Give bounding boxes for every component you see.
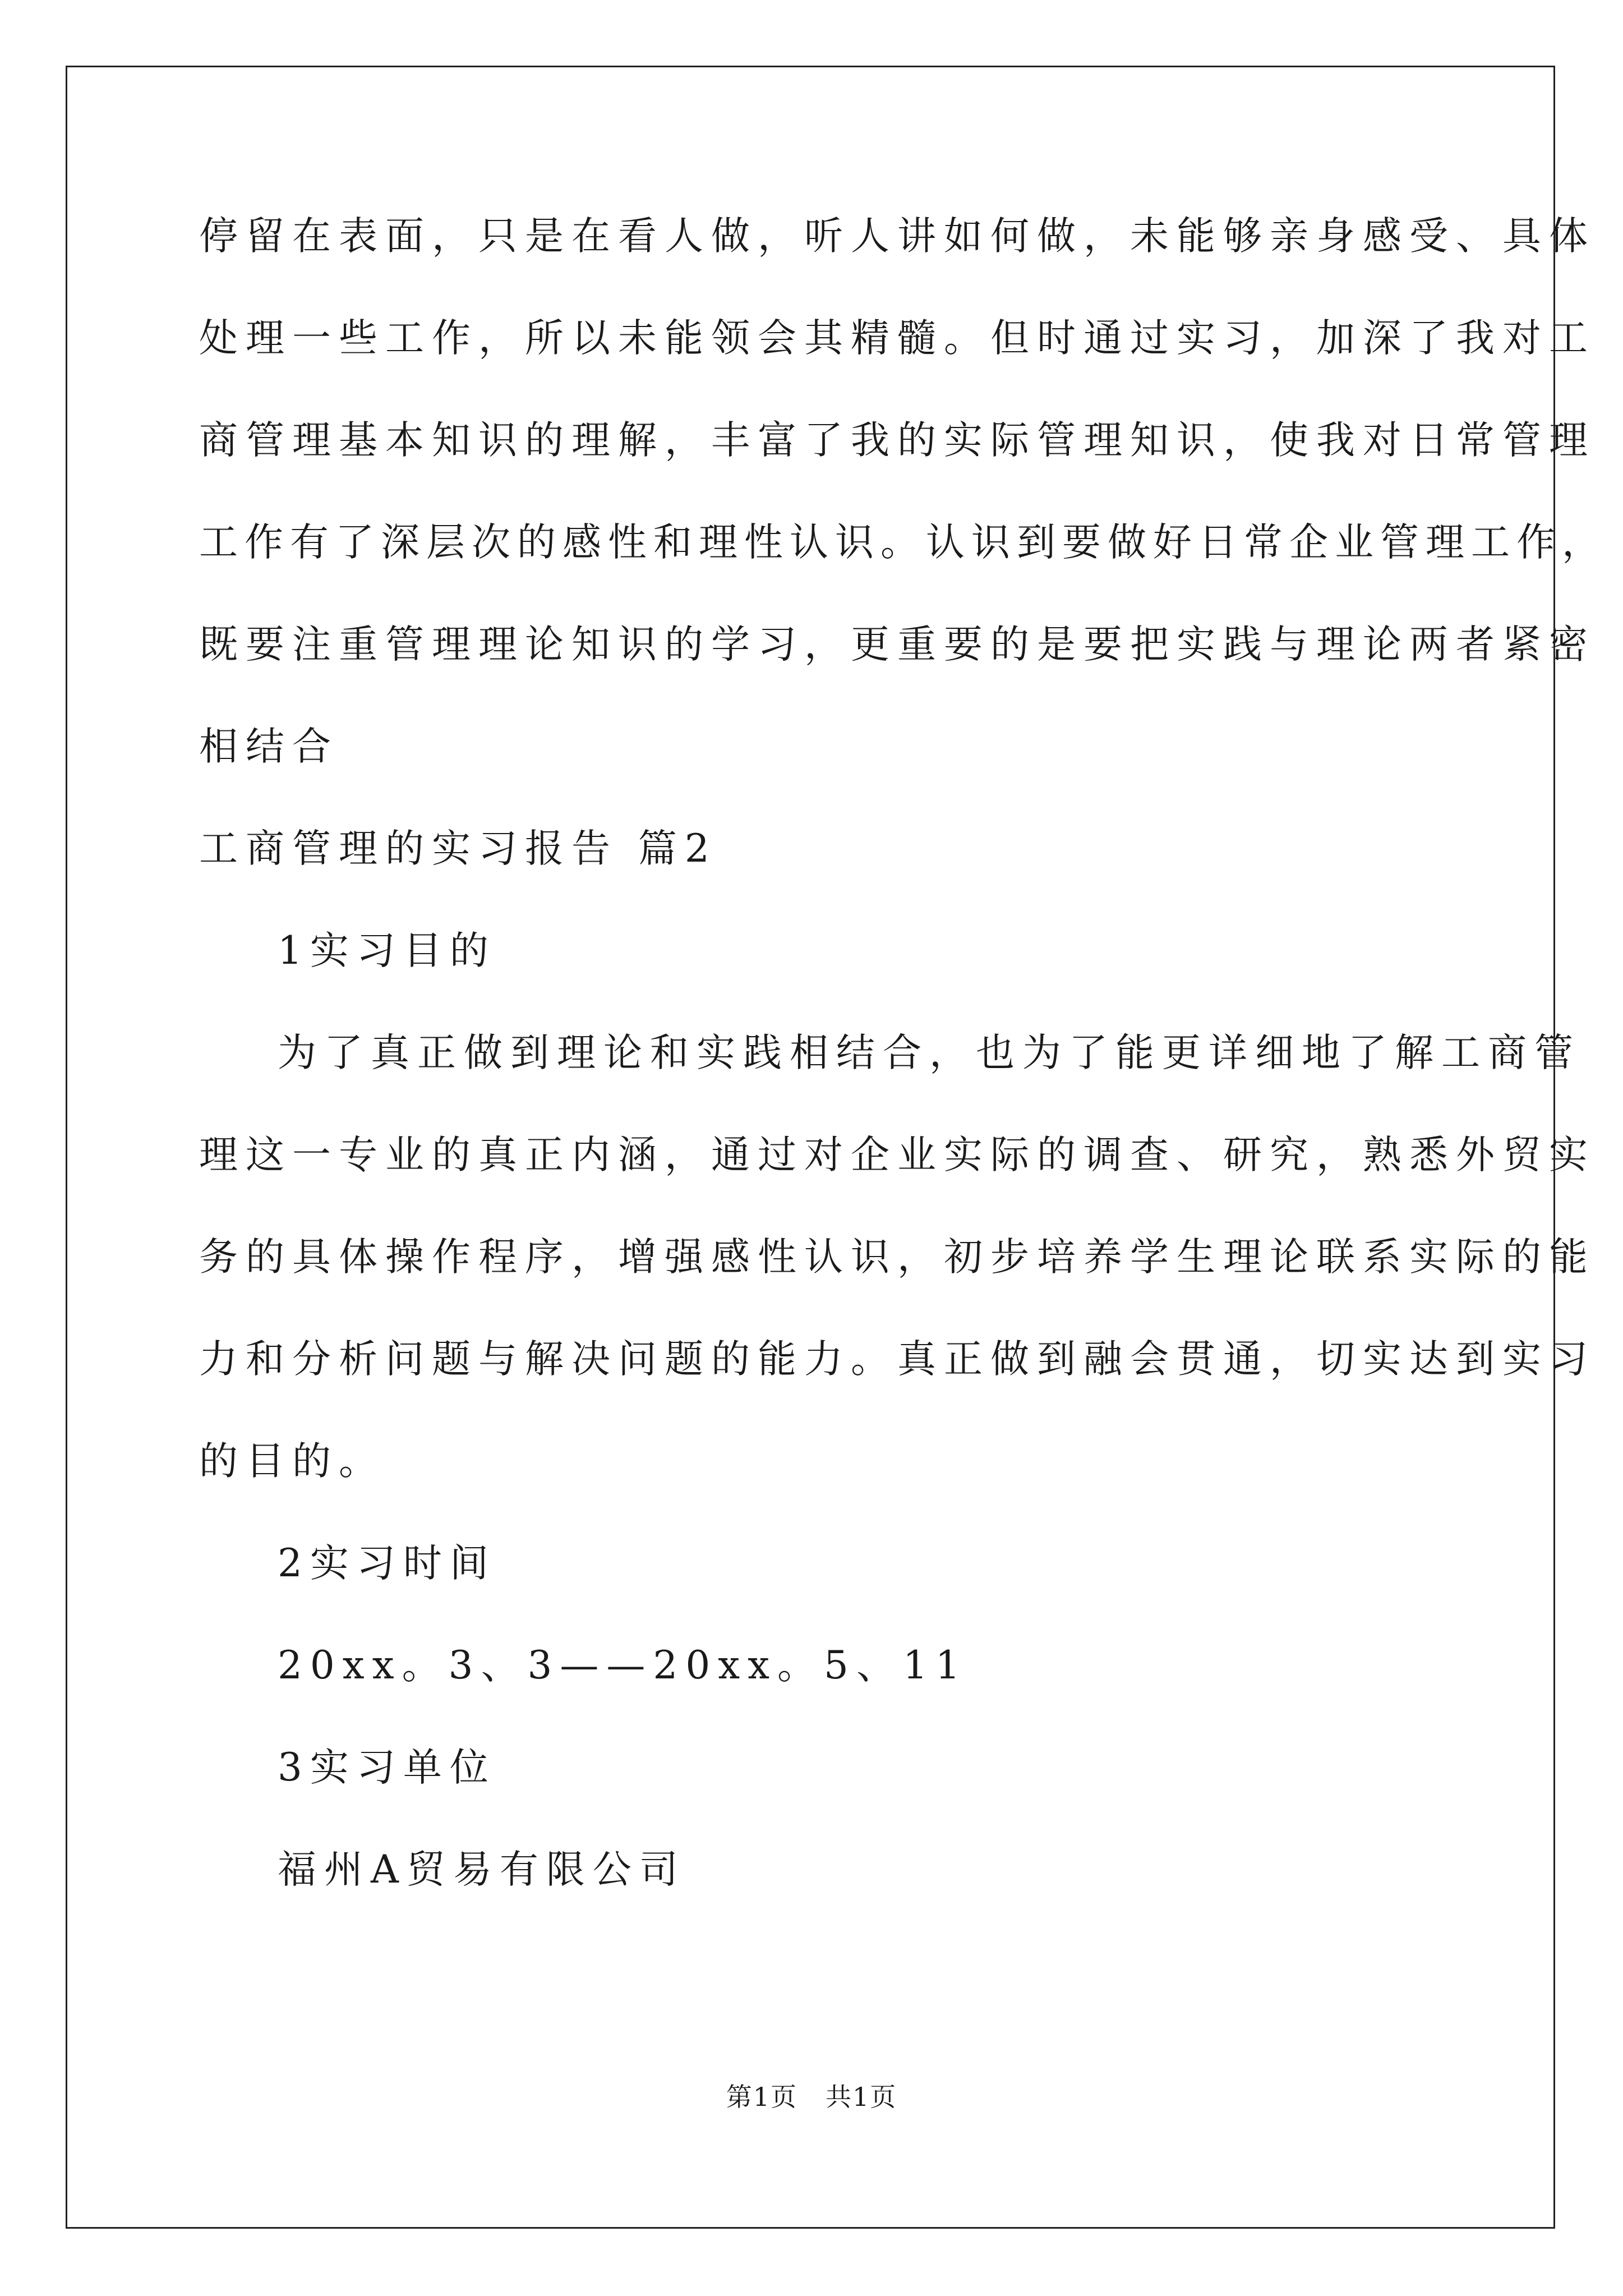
paragraph-line: 工作有了深层次的感性和理性认识。认识到要做好日常企业管理工作， (199, 520, 1607, 565)
subsection-heading: 1实习目的 (278, 928, 496, 973)
date-range: 20xx。3、3——20xx。5、11 (278, 1643, 968, 1688)
page-footer (0, 2081, 1623, 2113)
company-name: 福州A贸易有限公司 (278, 1847, 686, 1892)
paragraph-line: 力和分析问题与解决问题的能力。真正做到融会贯通，切实达到实习 (199, 1337, 1596, 1382)
paragraph-line: 相结合 (199, 724, 339, 769)
paragraph-line: 处理一些工作，所以未能领会其精髓。但时通过实习，加深了我对工 (199, 316, 1596, 361)
paragraph-line: 的目的。 (199, 1439, 385, 1484)
subsection-heading: 2实习时间 (278, 1541, 496, 1586)
paragraph-line: 停留在表面，只是在看人做，听人讲如何做，未能够亲身感受、具体 (199, 214, 1596, 259)
page-total: 共1页 (826, 2082, 897, 2112)
paragraph-line: 为了真正做到理论和实践相结合，也为了能更详细地了解工商管 (278, 1030, 1581, 1075)
subsection-heading: 3实习单位 (278, 1745, 496, 1790)
paragraph-line: 理这一专业的真正内涵，通过对企业实际的调查、研究，熟悉外贸实 (199, 1133, 1596, 1177)
section-heading: 工商管理的实习报告 篇2 (199, 826, 717, 871)
page-number: 第1页 (726, 2082, 797, 2112)
paragraph-line: 商管理基本知识的理解，丰富了我的实际管理知识，使我对日常管理 (199, 418, 1596, 463)
paragraph-line: 既要注重管理理论知识的学习，更重要的是要把实践与理论两者紧密 (199, 622, 1596, 667)
paragraph-line: 务的具体操作程序，增强感性认识，初步培养学生理论联系实际的能 (199, 1235, 1596, 1280)
document-body (199, 213, 1607, 1949)
